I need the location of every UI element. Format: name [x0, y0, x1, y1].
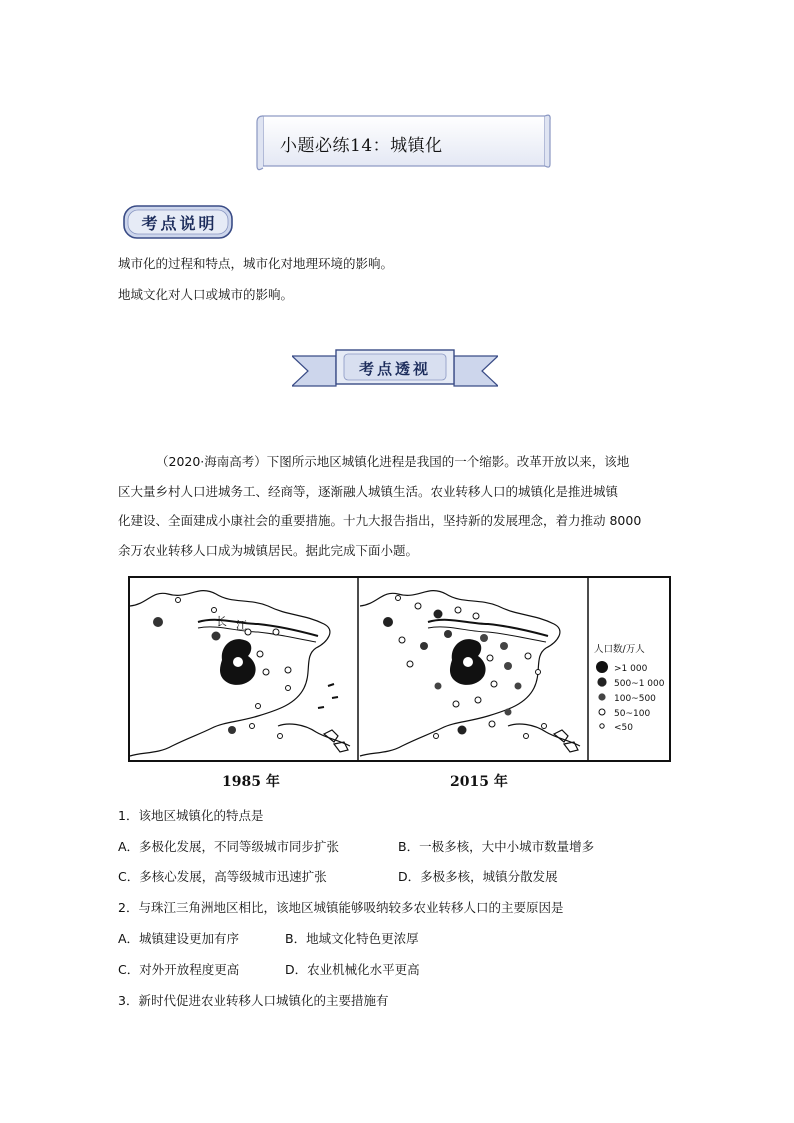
question-1-option-a: A．多极化发展，不同等级城市同步扩张 [118, 839, 340, 854]
section-badge-2: 考点透视 [358, 360, 431, 378]
passage-line-2: 区大量乡村人口进城务工、经商等，逐渐融人城镇生活。农业转移人口的城镇化是推进城镇 [118, 483, 619, 499]
question-2-option-b: B．地域文化特色更浓厚 [285, 931, 419, 946]
explanation-line-2: 地域文化对人口或城市的影响。 [118, 287, 294, 302]
legend-item-3: 100~500 [614, 694, 656, 704]
map-label-1985: 1985 年 [222, 774, 280, 790]
map-label-2015: 2015 年 [450, 774, 508, 790]
passage-line-3: 化建设、全面建成小康社会的重要措施。十九大报告指出，坚持新的发展理念，着力推动 8000 [118, 513, 642, 528]
explanation-line-1: 城市化的过程和特点，城市化对地理环境的影响。 [118, 256, 394, 271]
question-2-option-d: D．农业机械化水平更高 [285, 962, 420, 977]
question-passage [118, 447, 678, 565]
section-badge-1: 考点说明 [141, 214, 218, 233]
legend-item-5: <50 [614, 723, 633, 733]
legend-item-2: 500~1 000 [614, 679, 665, 689]
legend-title: 人口数/万人 [594, 644, 645, 655]
question-2-stem: 2．与珠江三角洲地区相比，该地区城镇能够吸纳较多农业转移人口的主要原因是 [118, 900, 564, 915]
legend-item-1: >1 000 [614, 664, 648, 674]
question-1-stem: 1．该地区城镇化的特点是 [118, 808, 264, 823]
question-1-option-b: B．一极多核，大中小城市数量增多 [398, 839, 595, 854]
question-1-option-d: D．多极多核，城镇分散发展 [398, 869, 558, 884]
question-3-stem: 3．新时代促进农业转移人口城镇化的主要措施有 [118, 993, 389, 1008]
passage-line-4: 余万农业转移人口成为城镇居民。据此完成下面小题。 [118, 542, 419, 558]
question-2-option-a: A．城镇建设更加有序 [118, 931, 240, 946]
question-1-option-c: C．多核心发展，高等级城市迅速扩张 [118, 869, 327, 884]
river-char-2: 江 [236, 619, 247, 632]
passage-line-1: （2020·海南高考）下图所示地区城镇化进程是我国的一个缩影。改革开放以来，该地 [156, 454, 630, 469]
river-char-1: 长 [216, 615, 227, 628]
page-title: 小题必练14：城镇化 [280, 136, 443, 156]
urbanization-map-figure [128, 576, 671, 762]
legend-item-4: 50~100 [614, 709, 651, 719]
question-2-option-c: C．对外开放程度更高 [118, 962, 240, 977]
